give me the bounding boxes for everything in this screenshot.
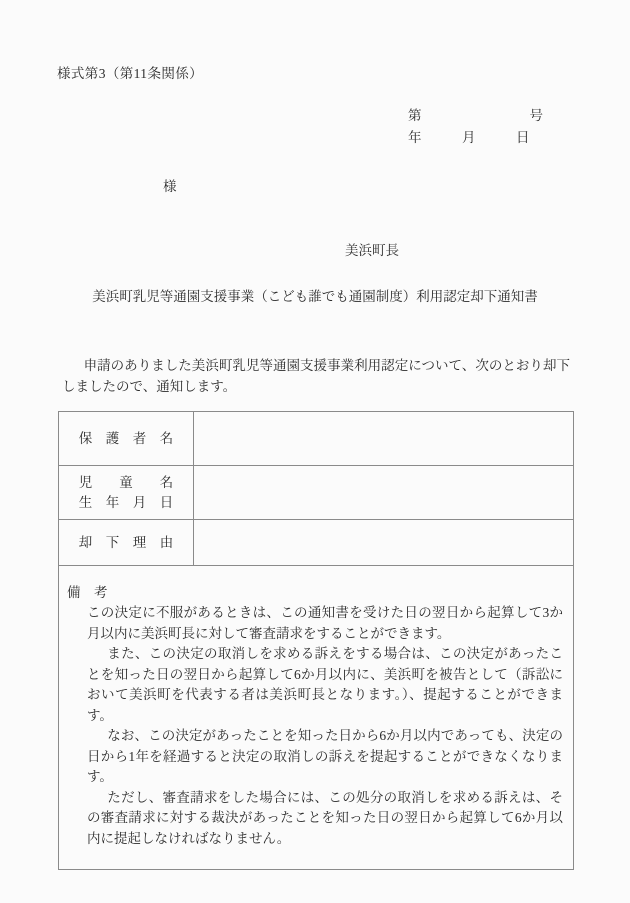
body-paragraph: 申請のありました美浜町乳児等通園支援事業利用認定について、次のとおり却下しましたので、通知します。 bbox=[62, 358, 570, 394]
document-title: 美浜町乳児等通園支援事業（こども誰でも通園制度）利用認定却下通知書 bbox=[92, 289, 538, 304]
form-number: 様式第3（第11条関係） bbox=[57, 66, 204, 81]
table-row bbox=[59, 466, 574, 520]
table-row bbox=[59, 412, 574, 466]
guardian-name-value[interactable] bbox=[194, 412, 574, 466]
remarks-paragraph-list bbox=[87, 603, 563, 849]
remarks-cell bbox=[59, 566, 574, 870]
guardian-name-label bbox=[59, 412, 194, 466]
document-number-line: 第 号 bbox=[408, 108, 543, 123]
child-name-label-line: 児 童 名 bbox=[78, 474, 174, 490]
remarks-paragraph: ただし、審査請求をした場合には、この処分の取消しを求める訴えは、その審査請求に対する裁決があったことを知った日の翌日から起算して6か月以内に提起しなければなりません。 bbox=[87, 789, 563, 846]
remarks-paragraph: また、この決定の取消しを求める訴えをする場合は、この決定があったことを知った日の翌日から起算して6か月以内に、美浜町を被告として（訴訟において美浜町を代表する者は美浜町長となります。）、提起することができます。 bbox=[87, 646, 563, 723]
table-row bbox=[59, 520, 574, 566]
remarks-paragraph: なお、この決定があったことを知った日から6か月以内であっても、決定の日から1年を経過すると決定の取消しの訴えを提起することができなくなります。 bbox=[87, 728, 563, 784]
remarks-row bbox=[59, 566, 574, 870]
addressee-honorific: 様 bbox=[163, 179, 177, 194]
rejection-reason-value[interactable] bbox=[194, 520, 574, 566]
remarks-paragraph: この決定に不服があるときは、この通知書を受けた日の翌日から起算して3か月以内に美浜町長に対して審査請求をすることができます。 bbox=[87, 605, 563, 641]
issuer-name: 美浜町長 bbox=[345, 243, 399, 258]
child-name-birthdate-label bbox=[59, 466, 194, 520]
rejection-reason-label bbox=[59, 520, 194, 566]
document-number-date-block bbox=[408, 105, 543, 149]
remarks-heading: 備 考 bbox=[67, 585, 108, 600]
document-date-line: 年 月 日 bbox=[408, 130, 530, 145]
child-birthdate-label-line: 生 年 月 日 bbox=[78, 494, 174, 510]
child-name-birthdate-value[interactable] bbox=[194, 466, 574, 520]
applicant-information-table bbox=[58, 411, 574, 870]
guardian-name-label-line-1: 保 護 者 名 bbox=[78, 430, 174, 446]
rejection-reason-label-line-1: 却 下 理 由 bbox=[78, 534, 174, 550]
